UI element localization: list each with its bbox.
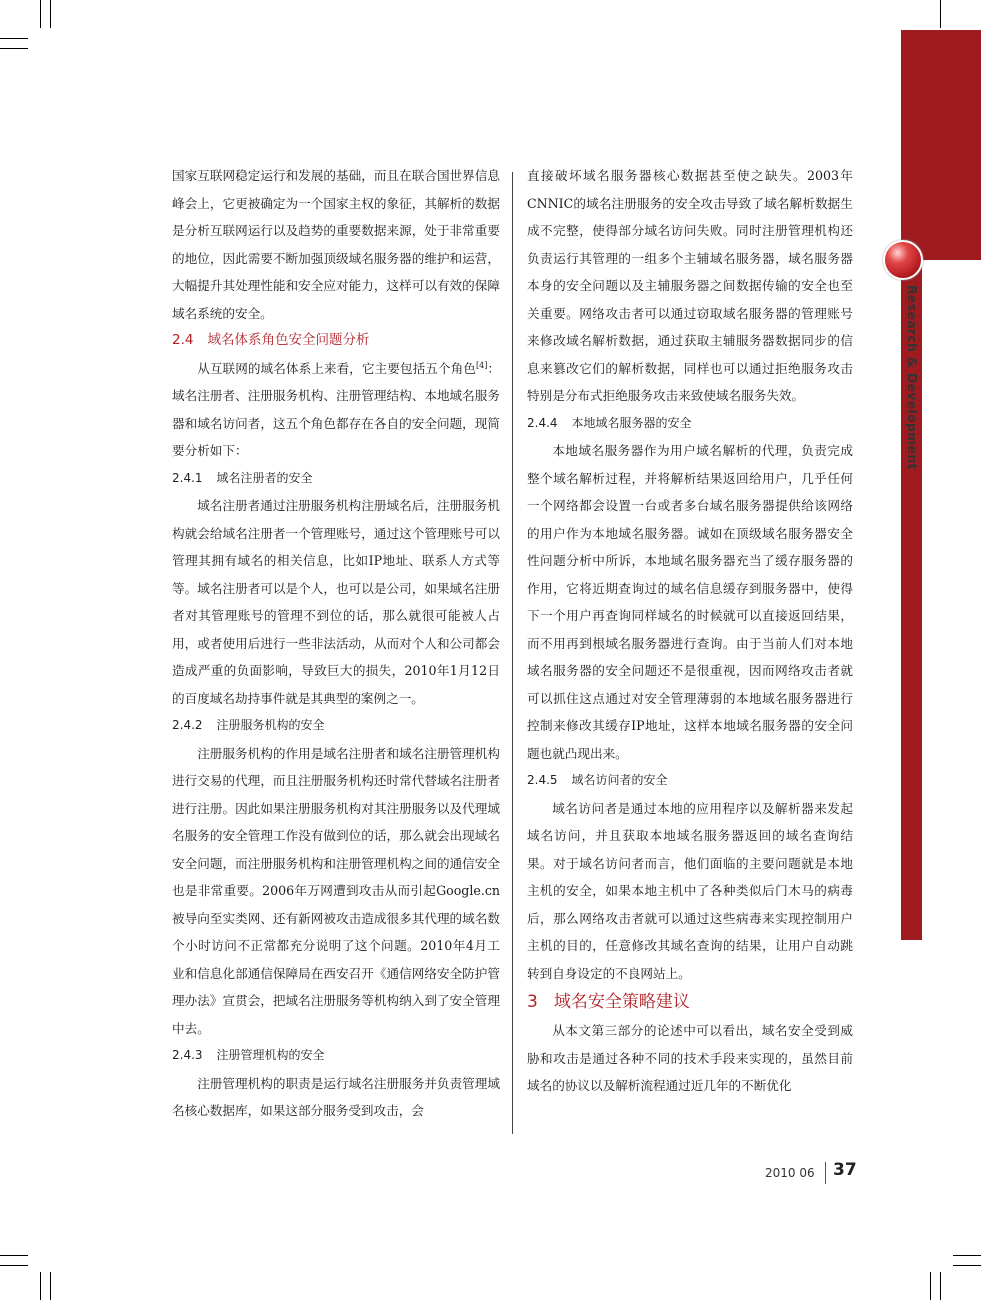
crop-mark (930, 1272, 931, 1300)
heading-number: 2.4.4 (527, 415, 558, 430)
section-heading (527, 987, 853, 1017)
citation-marker: [4] (475, 360, 488, 370)
crop-mark (940, 1272, 941, 1300)
page-number: 37 (833, 1160, 857, 1180)
heading-text: 域名安全策略建议 (553, 992, 690, 1012)
paragraph: 域名访问者是通过本地的应用程序以及解析器来发起域名访问，并且获取本地域名服务器返回的域名查询结果。对于域名访问者而言，他们面临的主要问题就是本地主机的安全，如果本地主机中了各种类似后门木马的病毒后，那么网络攻击者就可以通过这些病毒来实现控制用户主机的目的，任意修改其域名查询的结果，让用户自动跳转到自身设定的不良网站上。 (527, 800, 853, 981)
heading-text: 域名体系角色安全问题分析 (207, 332, 370, 348)
crop-mark (40, 0, 41, 28)
crop-mark (953, 1265, 981, 1266)
subsubsection-heading (527, 767, 853, 795)
crop-mark (50, 1272, 51, 1300)
heading-number: 2.4.1 (172, 470, 203, 485)
crop-mark (953, 1255, 981, 1256)
paragraph: 注册服务机构的作用是域名注册者和域名注册管理机构进行交易的代理，而且注册服务机构还时常代替域名注册者进行注册。因此如果注册服务机构对其注册服务以及代理域名服务的安全管理工作没有做到位的话，那么就会出现域名安全问题，而注册服务机构和注册管理机构之间的通信安全也是非常重要。2006年万网遭到攻击从而引起Google.cn被导向至实类网、还有新网被攻击造成很多其代理的域名数个小时访问不正常都充分说明了这个问题。2010年4月工业和信息化部通信保障局在西安召开《通信网络安全防护管理办法》宣贯会，把域名注册服务等机构纳入到了安全管理中去。 (172, 745, 500, 1036)
subsubsection-heading (172, 712, 500, 740)
right-column (527, 162, 853, 1100)
crop-mark (940, 0, 941, 28)
crop-mark (0, 48, 28, 49)
issue-date: 2010 06 (765, 1166, 815, 1180)
paragraph: 从互联网的域名体系上来看，它主要包括五个角色[4]：域名注册者、注册服务机构、注册管理结构、本地域名服务器和域名访问者，这五个角色都存在各自的安全问题，现简要分析如下： (172, 360, 501, 458)
crop-mark (0, 1265, 28, 1266)
paragraph: 从本文第三部分的论述中可以看出，域名安全受到威胁和攻击是通过各种不同的技术手段来实现的，虽然目前域名的协议以及解析流程通过近几年的不断优化 (527, 1023, 853, 1093)
side-band (901, 30, 922, 940)
crop-mark (0, 38, 28, 39)
paragraph: 直接破坏域名服务器核心数据甚至使之缺失。2003年CNNIC的域名注册服务的安全攻击导致了域名解析数据生成不完整，使得部分域名访问失败。同时注册管理机构还负责运行其管理的一组多个主辅域名服务器，域名服务器本身的安全问题以及主辅服务器之间数据传输的安全也至关重要。网络攻击者可以通过窃取域名服务器的管理账号来修改域名解析数据，通过获取主辅服务器数据同步的信息来篡改它们的解析数据，同样也可以通过拒绝服务攻击特别是分布式拒绝服务攻击来致使域名服务失效。 (527, 168, 853, 403)
subsubsection-heading (172, 465, 500, 493)
crop-mark (0, 1255, 28, 1256)
crop-mark (40, 1272, 41, 1300)
heading-number: 2.4 (172, 332, 194, 348)
heading-text: 注册管理机构的安全 (216, 1048, 325, 1062)
red-ball-icon (883, 240, 923, 280)
heading-number: 2.4.5 (527, 773, 558, 787)
side-label: Research & Development (905, 285, 920, 470)
heading-number: 3 (527, 992, 538, 1012)
heading-text: 注册服务机构的安全 (216, 718, 325, 732)
paragraph: 注册管理机构的职责是运行域名注册服务并负责管理域名核心数据库，如果这部分服务受到攻击，会 (172, 1075, 500, 1118)
left-column (172, 162, 500, 1125)
subsubsection-heading (172, 1042, 500, 1070)
heading-text: 域名注册者的安全 (216, 470, 313, 485)
heading-number: 2.4.2 (172, 718, 203, 732)
heading-text: 本地域名服务器的安全 (571, 415, 692, 430)
paragraph: 国家互联网稳定运行和发展的基础，而且在联合国世界信息峰会上，它更被确定为一个国家主权的象征，其解析的数据是分析互联网运行以及趋势的重要数据来源，处于非常重要的地位，因此需要不断加强顶级域名服务器的维护和运营，大幅提升其处理性能和安全应对能力，这样可以有效的保障域名系统的安全。 (172, 168, 500, 321)
paragraph: 本地域名服务器作为用户域名解析的代理，负责完成整个域名解析过程，并将解析结果返回给用户，几乎任何一个网络都会设置一台或者多台域名服务器提供给该网络的用户作为本地域名服务器。诚如在顶级域名服务器安全性问题分析中所诉，本地域名服务器充当了缓存服务器的作用，它将近期查询过的域名信息缓存到服务器中，使得下一个用户再查询同样域名的时候就可以直接返回结果，而不用再到根域名服务器进行查询。由于当前人们对本地域名服务器的安全问题还不是很重视，因而网络攻击者就可以抓住这点通过对安全管理薄弱的本地域名服务器进行控制来修改其缓存IP地址，这样本地域名服务器的安全问题也就凸现出来。 (527, 443, 853, 761)
heading-text: 域名访问者的安全 (571, 773, 668, 787)
heading-number: 2.4.3 (172, 1048, 203, 1062)
subsection-heading (172, 327, 500, 355)
subsubsection-heading (527, 410, 853, 438)
column-divider (512, 172, 513, 1134)
crop-mark (50, 0, 51, 28)
footer-separator (825, 1162, 826, 1184)
paragraph: 域名注册者通过注册服务机构注册域名后，注册服务机构就会给域名注册者一个管理账号，通过这个管理账号可以管理其拥有域名的相关信息，比如IP地址、联系人方式等等。域名注册者可以是个人，也可以是公司，如果域名注册者对其管理账号的管理不到位的话，那么就很可能被人占用，或者使用后进行一些非法活动，从而对个人和公司都会造成严重的负面影响，导致巨大的损失，2010年1月12日的百度域名劫持事件就是其典型的案例之一。 (172, 498, 500, 706)
